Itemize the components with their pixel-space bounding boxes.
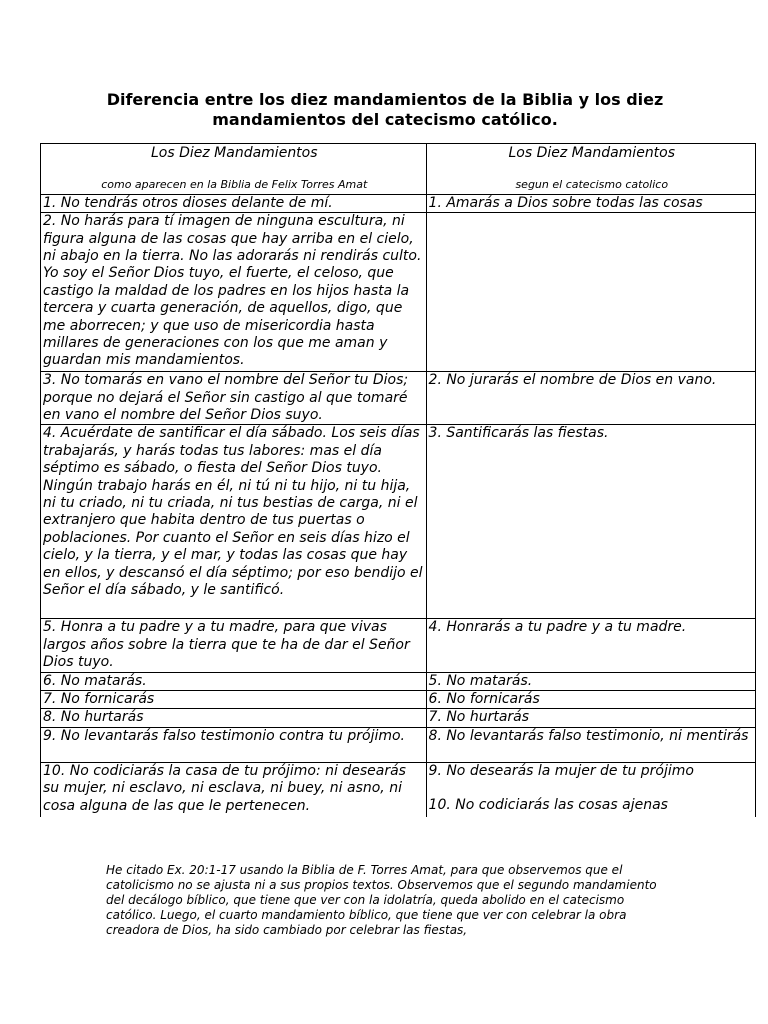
table-header-row — [41, 144, 756, 195]
bible-commandment-cell: 6. No matarás. — [41, 672, 427, 690]
catechism-commandment-cell: 1. Amarás a Dios sobre todas las cosas — [426, 194, 755, 212]
catechism-commandment-9: 9. No desearás la mujer de tu prójimo — [428, 762, 694, 779]
catechism-commandment-cell: 6. No fornicarás — [426, 691, 755, 709]
bible-commandment-cell: 9. No levantarás falso testimonio contra tu prójimo. — [41, 727, 427, 762]
bible-commandment-cell: 5. Honra a tu padre y a tu madre, para que vivas largos años sobre la tierra que te ha de dar el Señor Dios tuyo. — [41, 619, 427, 672]
header-title-catechism: Los Diez Mandamientos — [508, 145, 676, 161]
table-row — [41, 762, 756, 817]
table-row — [41, 619, 756, 672]
header-subtitle-bible: como aparecen en la Biblia de Felix Torres Amat — [101, 178, 368, 192]
bible-commandment-cell: 1. No tendrás otros dioses delante de mí. — [41, 194, 427, 212]
table-row — [41, 727, 756, 762]
catechism-commandment-cell: 5. No matarás. — [426, 672, 755, 690]
catechism-commandment-cell: 8. No levantarás falso testimonio, ni mentirás — [426, 727, 755, 762]
bible-commandment-cell: 3. No tomarás en vano el nombre del Señor tu Dios; porque no dejará el Señor sin castigo al que tomaré en vano el nombre del Señor Dios suyo. — [41, 372, 427, 425]
catechism-commandment-cell — [426, 762, 755, 817]
catechism-commandment-cell — [426, 213, 755, 372]
bible-commandment-cell: 7. No fornicarás — [41, 691, 427, 709]
catechism-commandment-cell: 4. Honrarás a tu padre y a tu madre. — [426, 619, 755, 672]
header-cell-catechism — [426, 144, 755, 195]
catechism-commandment-10: 10. No codiciarás las cosas ajenas — [428, 797, 668, 814]
table-row — [41, 709, 756, 727]
catechism-commandment-cell: 2. No jurarás el nombre de Dios en vano. — [426, 372, 755, 425]
bible-commandment-cell: 2. No harás para tí imagen de ninguna escultura, ni figura alguna de las cosas que hay arriba en el cielo, ni abajo en la tierra. No las adorarás ni rendirás culto. Yo soy el Señor Dios tuyo, el fuerte, el celoso, que castigo la maldad de los padres en los hijos hasta la tercera y cuarta generación, de aquellos, digo, que me aborrecen; y que uso de misericordia hasta millares de generaciones con los que me aman y guardan mis mandamientos. — [41, 213, 427, 372]
commandments-table — [40, 143, 756, 817]
bible-commandment-cell: 10. No codiciarás la casa de tu prójimo: ni desearás su mujer, ni esclavo, ni esclava, ni buey, ni asno, ni cosa alguna de las que le pertenecen. — [41, 762, 427, 817]
catechism-commandment-cell: 3. Santificarás las fiestas. — [426, 425, 755, 619]
header-cell-bible — [41, 144, 427, 195]
bible-commandment-cell: 4. Acuérdate de santificar el día sábado. Los seis días trabajarás, y harás todas tus labores: mas el día séptimo es sábado, o fiesta del Señor Dios tuyo. Ningún trabajo harás en él, ni tú ni tu hijo, ni tu hija, ni tu criado, ni tu criada, ni tus bestias de carga, ni el extranjero que habita dentro de tus puertas o poblaciones. Por cuanto el Señor en seis días hizo el cielo, y la tierra, y el mar, y todas las cosas que hay en ellos, y descansó el día séptimo; por eso bendijo el Señor el día sábado, y le santificó. — [41, 425, 427, 619]
table-row — [41, 372, 756, 425]
table-row — [41, 691, 756, 709]
table-row — [41, 672, 756, 690]
header-subtitle-catechism: segun el catecismo catolico — [515, 178, 669, 192]
catechism-commandment-cell: 7. No hurtarás — [426, 709, 755, 727]
table-row — [41, 425, 756, 619]
document-title: Diferencia entre los diez mandamientos de la Biblia y los diez mandamientos del catecismo católico. — [106, 90, 664, 129]
bible-commandment-cell: 8. No hurtarás — [41, 709, 427, 727]
table-row — [41, 213, 756, 372]
table-row — [41, 194, 756, 212]
header-title-bible: Los Diez Mandamientos — [150, 145, 318, 161]
author-note: He citado Ex. 20:1-17 usando la Biblia de F. Torres Amat, para que observemos que el catolicismo no se ajusta ni a sus propios textos. Observemos que el segundo mandamiento del decálogo bíblico, que tiene que ver con la idolatría, queda abolido en el catecismo católico. Luego, el cuarto mandamiento bíblico, que tiene que ver con celebrar la obra creadora de Dios, ha sido cambiado por celebrar las fiestas, — [106, 863, 657, 937]
